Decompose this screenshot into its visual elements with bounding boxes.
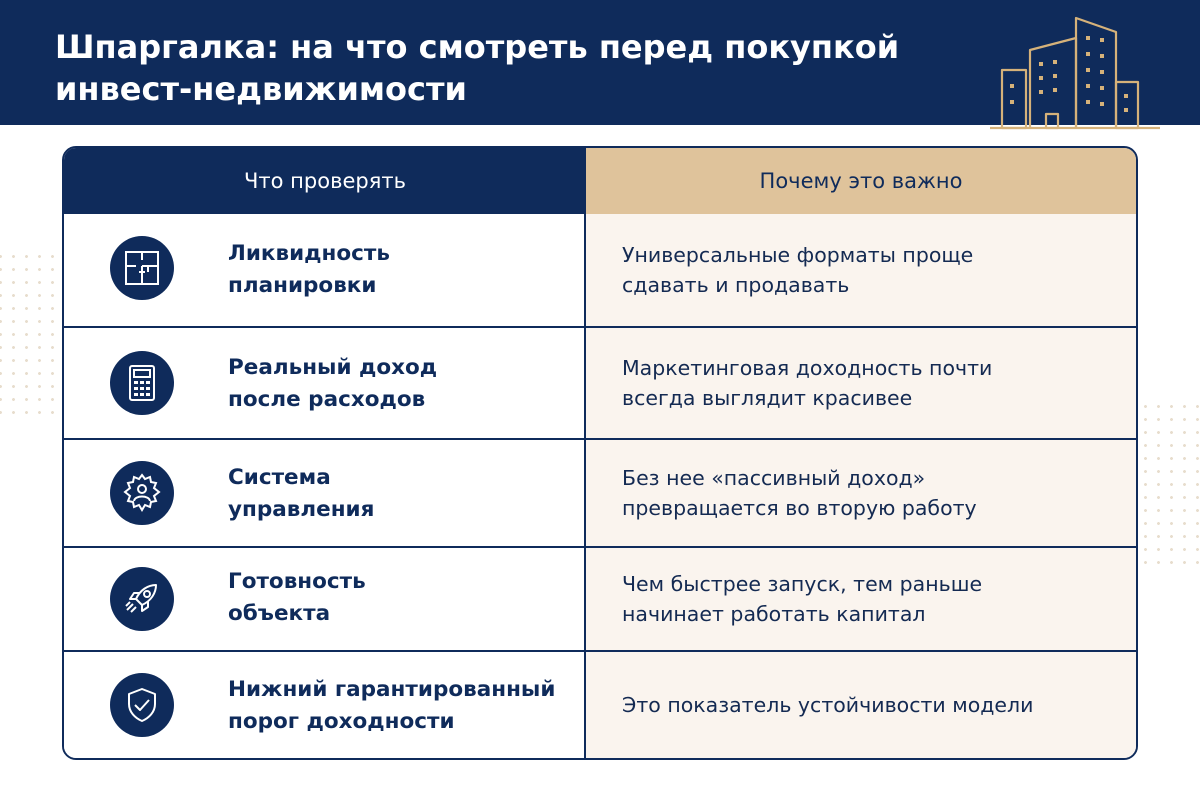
checklist-table <box>62 146 1138 760</box>
header-banner <box>0 0 1200 125</box>
rocket-icon <box>110 567 174 631</box>
buildings-icon <box>990 10 1160 130</box>
check-cell <box>64 440 584 546</box>
gear-person-icon <box>110 461 174 525</box>
table-row <box>64 440 1136 546</box>
check-cell <box>64 652 584 758</box>
check-label: Готовность объекта <box>228 569 366 626</box>
table-row <box>64 548 1136 650</box>
check-cell <box>64 328 584 438</box>
column-header-check: Что проверять <box>64 148 586 214</box>
table-row <box>64 328 1136 438</box>
calculator-icon <box>110 351 174 415</box>
shield-check-icon <box>110 673 174 737</box>
column-header-why: Почему это важно <box>586 148 1136 214</box>
reason-cell: Без нее «пассивный доход» превращается во вторую работу <box>586 440 1136 546</box>
check-label: Ликвидность планировки <box>228 241 390 298</box>
check-label: Система управления <box>228 465 375 522</box>
reason-cell: Универсальные форматы проще сдавать и продавать <box>586 214 1136 326</box>
column-divider <box>584 148 586 760</box>
table-header <box>64 148 1136 214</box>
page-title: Шпаргалка: на что смотреть перед покупкой инвест-недвижимости <box>55 28 900 108</box>
reason-cell: Это показатель устойчивости модели <box>586 652 1136 758</box>
check-cell <box>64 214 584 326</box>
reason-cell: Маркетинговая доходность почти всегда выглядит красивее <box>586 328 1136 438</box>
check-cell <box>64 548 584 650</box>
check-label: Нижний гарантированный порог доходности <box>228 677 556 734</box>
table-row <box>64 214 1136 326</box>
floor-plan-icon <box>110 236 174 300</box>
check-label: Реальный доход после расходов <box>228 355 438 412</box>
reason-cell: Чем быстрее запуск, тем раньше начинает работать капитал <box>586 548 1136 650</box>
table-row <box>64 652 1136 758</box>
